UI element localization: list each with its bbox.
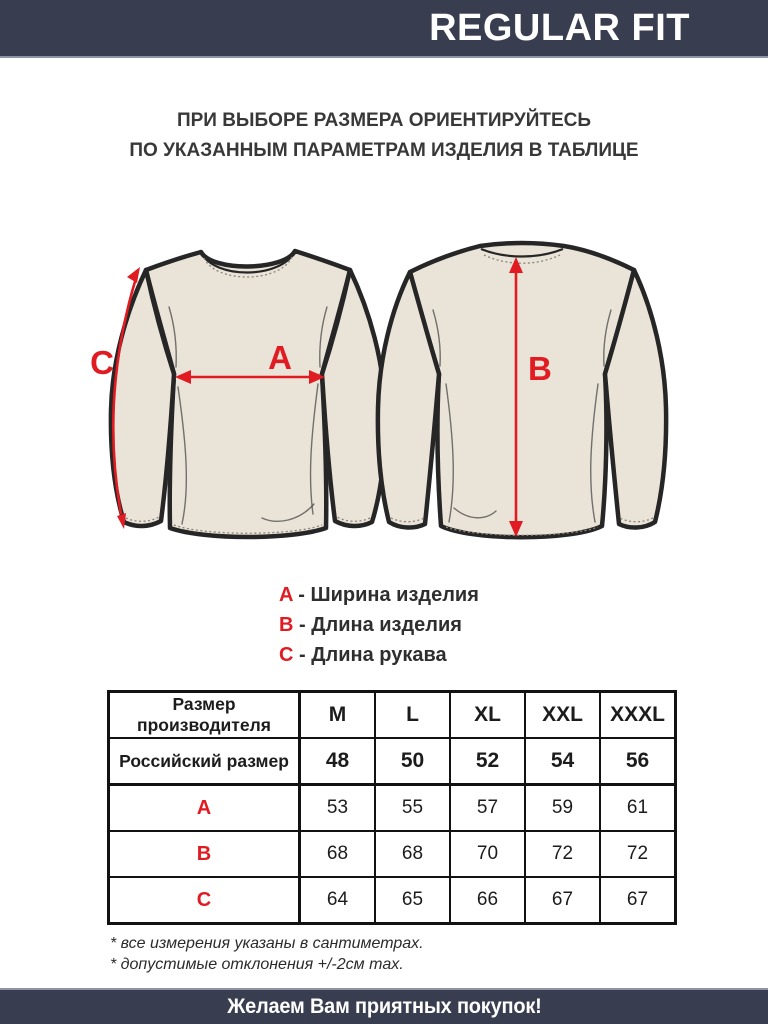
legend-label-length: Длина изделия [311, 614, 462, 636]
footnote-units: * все измерения указаны в сантиметрах. [110, 935, 424, 952]
shirt-measurement-diagram [74, 222, 694, 567]
legend-label-sleeve: Длина рукава [311, 644, 447, 666]
legend-key-c: C [279, 644, 294, 666]
measure-value-cell: 67 [600, 877, 676, 924]
sleeve-label: C [90, 344, 114, 381]
measure-value-cell: 68 [375, 831, 450, 877]
size-value-cell: 56 [600, 738, 676, 785]
size-value-cell: XL [450, 692, 525, 739]
size-value-cell: XXL [525, 692, 600, 739]
measure-value-cell: 72 [600, 831, 676, 877]
measure-value-cell: 68 [300, 831, 376, 877]
measure-row-c [109, 877, 676, 924]
measure-value-cell: 70 [450, 831, 525, 877]
measure-value-cell: 66 [450, 877, 525, 924]
measure-value-cell: 64 [300, 877, 376, 924]
measure-key-cell: C [109, 877, 300, 924]
russian-size-row [109, 738, 676, 785]
measure-value-cell: 67 [525, 877, 600, 924]
measure-value-cell: 59 [525, 785, 600, 832]
footer-bar [0, 988, 768, 1024]
width-label: A [268, 339, 292, 376]
fit-type-title: REGULAR FIT [429, 6, 690, 49]
measurement-legend [0, 580, 768, 670]
size-value-cell: 52 [450, 738, 525, 785]
footnote-tolerance: * допустимые отклонения +/-2см max. [110, 956, 404, 973]
measure-value-cell: 57 [450, 785, 525, 832]
back-shirt-illustration [378, 243, 666, 537]
row-header-cell: Размер производителя [109, 692, 300, 739]
size-table [107, 690, 677, 925]
measure-value-cell: 53 [300, 785, 376, 832]
size-value-cell: L [375, 692, 450, 739]
measure-key-cell: A [109, 785, 300, 832]
footer-message: Желаем Вам приятных покупок! [226, 995, 542, 1018]
length-label: B [528, 350, 552, 387]
intro-line-2: ПО УКАЗАННЫМ ПАРАМЕТРАМ ИЗДЕЛИЯ В ТАБЛИЦЕ [129, 140, 639, 161]
measure-value-cell: 72 [525, 831, 600, 877]
measure-row-b [109, 831, 676, 877]
producer-size-row [109, 692, 676, 739]
size-value-cell: XXXL [600, 692, 676, 739]
shirt-diagram-svg [74, 222, 694, 567]
footnotes [110, 933, 424, 975]
intro-line-1: ПРИ ВЫБОРЕ РАЗМЕРА ОРИЕНТИРУЙТЕСЬ [176, 110, 592, 131]
measure-value-cell: 55 [375, 785, 450, 832]
intro-text [0, 106, 768, 166]
size-value-cell: M [300, 692, 376, 739]
size-value-cell: 54 [525, 738, 600, 785]
legend-item-sleeve: C - Длина рукава [279, 644, 447, 666]
legend-key-a: A [279, 584, 293, 606]
row-header-cell: Российский размер [109, 738, 300, 785]
measure-key-cell: B [109, 831, 300, 877]
size-value-cell: 50 [375, 738, 450, 785]
legend-key-b: B [279, 614, 294, 636]
legend-item-length: B - Длина изделия [279, 614, 462, 636]
header-bar [0, 0, 768, 58]
legend-label-width: Ширина изделия [310, 584, 479, 606]
front-shirt-illustration [111, 251, 385, 537]
measure-row-a [109, 785, 676, 832]
measure-value-cell: 61 [600, 785, 676, 832]
size-value-cell: 48 [300, 738, 376, 785]
measure-value-cell: 65 [375, 877, 450, 924]
legend-item-width: A - Ширина изделия [279, 584, 479, 606]
